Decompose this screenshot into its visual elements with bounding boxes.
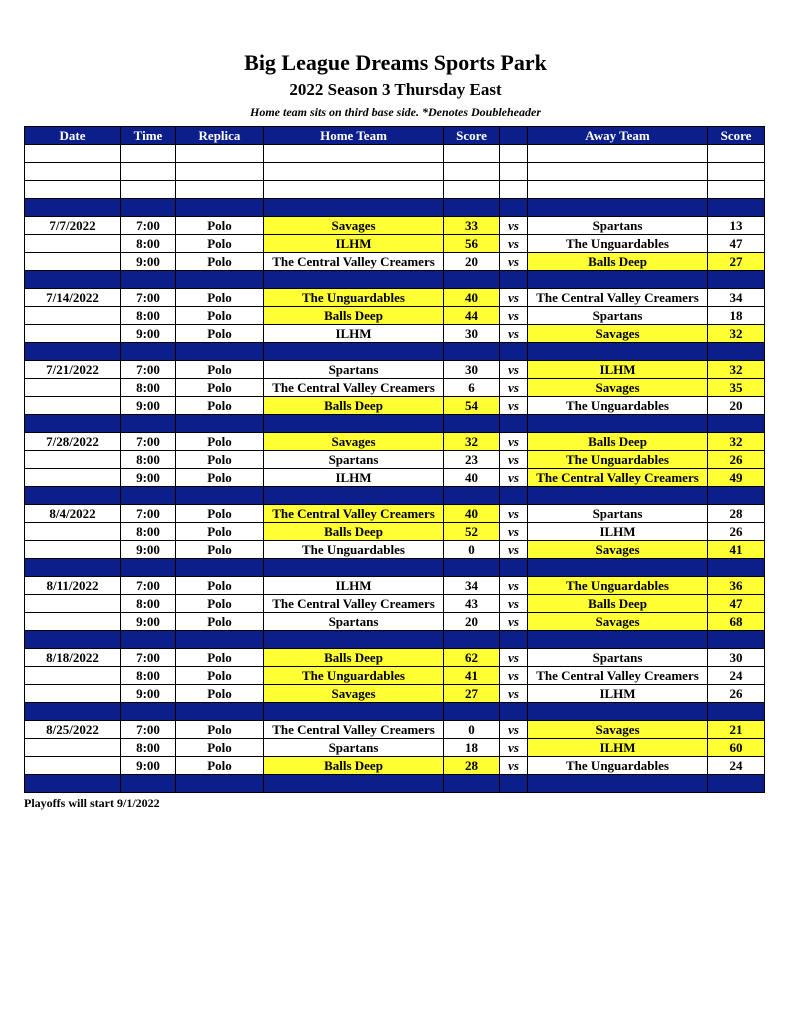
home-team: ILHM	[264, 577, 444, 595]
away-team: Spartans	[528, 649, 708, 667]
game-field: Polo	[176, 595, 264, 613]
game-date: 8/18/2022	[25, 649, 121, 667]
away-score: 47	[708, 595, 765, 613]
home-team: The Unguardables	[264, 289, 444, 307]
schedule-table	[24, 126, 765, 793]
away-team: Spartans	[528, 505, 708, 523]
away-score: 21	[708, 721, 765, 739]
home-team: The Central Valley Creamers	[264, 505, 444, 523]
away-team: The Central Valley Creamers	[528, 289, 708, 307]
col-header-home-score: Score	[444, 127, 500, 145]
game-time: 7:00	[121, 217, 176, 235]
vs-label: vs	[500, 469, 528, 487]
game-row	[25, 523, 765, 541]
away-team: Savages	[528, 325, 708, 343]
home-score: 41	[444, 667, 500, 685]
home-team: Balls Deep	[264, 649, 444, 667]
vs-label: vs	[500, 217, 528, 235]
game-row	[25, 505, 765, 523]
away-team: ILHM	[528, 685, 708, 703]
away-team: Spartans	[528, 217, 708, 235]
game-row	[25, 649, 765, 667]
game-field: Polo	[176, 433, 264, 451]
game-date: 7/14/2022	[25, 289, 121, 307]
game-field: Polo	[176, 523, 264, 541]
week-separator-row	[25, 271, 765, 289]
game-time: 9:00	[121, 469, 176, 487]
away-score: 26	[708, 523, 765, 541]
game-field: Polo	[176, 739, 264, 757]
game-field: Polo	[176, 577, 264, 595]
game-date: 8/25/2022	[25, 721, 121, 739]
game-date	[25, 253, 121, 271]
game-time: 8:00	[121, 739, 176, 757]
vs-label: vs	[500, 757, 528, 775]
game-date	[25, 685, 121, 703]
away-team: The Central Valley Creamers	[528, 469, 708, 487]
vs-label: vs	[500, 235, 528, 253]
away-score: 35	[708, 379, 765, 397]
game-time: 8:00	[121, 379, 176, 397]
away-score: 47	[708, 235, 765, 253]
game-date	[25, 235, 121, 253]
home-score: 56	[444, 235, 500, 253]
game-time: 7:00	[121, 577, 176, 595]
home-team: ILHM	[264, 235, 444, 253]
away-team: Savages	[528, 379, 708, 397]
away-score: 41	[708, 541, 765, 559]
game-time: 8:00	[121, 307, 176, 325]
away-score: 34	[708, 289, 765, 307]
home-score: 28	[444, 757, 500, 775]
game-row	[25, 235, 765, 253]
away-score: 32	[708, 325, 765, 343]
game-date	[25, 757, 121, 775]
home-score: 30	[444, 325, 500, 343]
away-score: 60	[708, 739, 765, 757]
week-separator-row	[25, 343, 765, 361]
vs-label: vs	[500, 379, 528, 397]
game-time: 9:00	[121, 325, 176, 343]
vs-label: vs	[500, 325, 528, 343]
game-time: 9:00	[121, 757, 176, 775]
away-team: The Unguardables	[528, 235, 708, 253]
blank-row	[25, 145, 765, 163]
week-separator-row	[25, 559, 765, 577]
table-header-row	[25, 127, 765, 145]
home-team: Savages	[264, 685, 444, 703]
game-time: 8:00	[121, 595, 176, 613]
away-team: Savages	[528, 721, 708, 739]
vs-label: vs	[500, 253, 528, 271]
game-time: 7:00	[121, 433, 176, 451]
game-field: Polo	[176, 235, 264, 253]
away-team: Savages	[528, 613, 708, 631]
vs-label: vs	[500, 289, 528, 307]
col-header-date: Date	[25, 127, 121, 145]
away-score: 36	[708, 577, 765, 595]
game-field: Polo	[176, 541, 264, 559]
blank-row	[25, 181, 765, 199]
game-time: 7:00	[121, 649, 176, 667]
game-row	[25, 307, 765, 325]
vs-label: vs	[500, 739, 528, 757]
game-date	[25, 469, 121, 487]
home-score: 32	[444, 433, 500, 451]
home-score: 44	[444, 307, 500, 325]
home-team: Savages	[264, 433, 444, 451]
home-team: Spartans	[264, 613, 444, 631]
home-team: ILHM	[264, 325, 444, 343]
home-team: Spartans	[264, 361, 444, 379]
away-score: 32	[708, 433, 765, 451]
week-separator-row	[25, 631, 765, 649]
away-team: ILHM	[528, 739, 708, 757]
away-team: Balls Deep	[528, 595, 708, 613]
home-score: 27	[444, 685, 500, 703]
game-time: 8:00	[121, 667, 176, 685]
away-score: 26	[708, 451, 765, 469]
col-header-vs	[500, 127, 528, 145]
game-field: Polo	[176, 451, 264, 469]
game-date: 8/11/2022	[25, 577, 121, 595]
home-team: The Central Valley Creamers	[264, 595, 444, 613]
game-row	[25, 739, 765, 757]
home-score: 52	[444, 523, 500, 541]
game-time: 8:00	[121, 235, 176, 253]
vs-label: vs	[500, 307, 528, 325]
game-row	[25, 217, 765, 235]
vs-label: vs	[500, 361, 528, 379]
home-score: 62	[444, 649, 500, 667]
game-row	[25, 325, 765, 343]
home-team: Spartans	[264, 739, 444, 757]
vs-label: vs	[500, 505, 528, 523]
away-score: 30	[708, 649, 765, 667]
away-team: The Unguardables	[528, 577, 708, 595]
game-row	[25, 595, 765, 613]
home-score: 54	[444, 397, 500, 415]
vs-label: vs	[500, 685, 528, 703]
game-row	[25, 721, 765, 739]
page-title: Big League Dreams Sports Park	[244, 50, 547, 75]
game-field: Polo	[176, 379, 264, 397]
home-team: Savages	[264, 217, 444, 235]
away-score: 20	[708, 397, 765, 415]
game-date: 7/21/2022	[25, 361, 121, 379]
game-date: 7/28/2022	[25, 433, 121, 451]
game-date	[25, 523, 121, 541]
game-row	[25, 685, 765, 703]
home-team: The Unguardables	[264, 541, 444, 559]
away-score: 26	[708, 685, 765, 703]
game-date	[25, 397, 121, 415]
game-row	[25, 379, 765, 397]
vs-label: vs	[500, 541, 528, 559]
home-score: 23	[444, 451, 500, 469]
home-team: Balls Deep	[264, 523, 444, 541]
game-field: Polo	[176, 505, 264, 523]
home-score: 40	[444, 469, 500, 487]
game-field: Polo	[176, 361, 264, 379]
vs-label: vs	[500, 667, 528, 685]
game-row	[25, 667, 765, 685]
away-score: 49	[708, 469, 765, 487]
away-team: The Unguardables	[528, 451, 708, 469]
home-score: 40	[444, 505, 500, 523]
game-date	[25, 667, 121, 685]
game-time: 7:00	[121, 721, 176, 739]
week-separator-row	[25, 199, 765, 217]
game-field: Polo	[176, 253, 264, 271]
vs-label: vs	[500, 523, 528, 541]
col-header-away-score: Score	[708, 127, 765, 145]
game-time: 9:00	[121, 613, 176, 631]
home-team: The Central Valley Creamers	[264, 721, 444, 739]
home-score: 0	[444, 721, 500, 739]
game-row	[25, 757, 765, 775]
game-date	[25, 379, 121, 397]
home-team: Balls Deep	[264, 757, 444, 775]
game-row	[25, 577, 765, 595]
week-separator-row	[25, 487, 765, 505]
week-separator-row	[25, 775, 765, 793]
away-team: Balls Deep	[528, 253, 708, 271]
away-score: 13	[708, 217, 765, 235]
game-time: 7:00	[121, 361, 176, 379]
home-team: Balls Deep	[264, 397, 444, 415]
home-score: 20	[444, 613, 500, 631]
game-time: 8:00	[121, 523, 176, 541]
game-time: 9:00	[121, 541, 176, 559]
game-field: Polo	[176, 289, 264, 307]
vs-label: vs	[500, 433, 528, 451]
game-date	[25, 451, 121, 469]
away-team: The Unguardables	[528, 397, 708, 415]
home-score: 18	[444, 739, 500, 757]
home-team: The Unguardables	[264, 667, 444, 685]
vs-label: vs	[500, 397, 528, 415]
game-row	[25, 613, 765, 631]
game-time: 7:00	[121, 289, 176, 307]
away-score: 18	[708, 307, 765, 325]
game-time: 8:00	[121, 451, 176, 469]
away-team: Spartans	[528, 307, 708, 325]
home-team: Balls Deep	[264, 307, 444, 325]
vs-label: vs	[500, 595, 528, 613]
away-score: 27	[708, 253, 765, 271]
game-row	[25, 289, 765, 307]
vs-label: vs	[500, 451, 528, 469]
game-time: 7:00	[121, 505, 176, 523]
home-score: 43	[444, 595, 500, 613]
vs-label: vs	[500, 721, 528, 739]
col-header-away-team: Away Team	[528, 127, 708, 145]
game-row	[25, 361, 765, 379]
game-field: Polo	[176, 685, 264, 703]
away-team: The Central Valley Creamers	[528, 667, 708, 685]
game-field: Polo	[176, 649, 264, 667]
away-team: ILHM	[528, 361, 708, 379]
home-score: 20	[444, 253, 500, 271]
game-row	[25, 397, 765, 415]
vs-label: vs	[500, 649, 528, 667]
home-team: The Central Valley Creamers	[264, 253, 444, 271]
game-row	[25, 433, 765, 451]
home-score: 0	[444, 541, 500, 559]
away-team: The Unguardables	[528, 757, 708, 775]
schedule-note: Home team sits on third base side. *Denotes Doubleheader	[250, 105, 541, 119]
game-field: Polo	[176, 757, 264, 775]
game-row	[25, 253, 765, 271]
home-team: The Central Valley Creamers	[264, 379, 444, 397]
vs-label: vs	[500, 613, 528, 631]
game-field: Polo	[176, 217, 264, 235]
game-field: Polo	[176, 397, 264, 415]
away-team: ILHM	[528, 523, 708, 541]
playoffs-note: Playoffs will start 9/1/2022	[24, 796, 160, 810]
game-date: 8/4/2022	[25, 505, 121, 523]
game-row	[25, 451, 765, 469]
blank-row	[25, 163, 765, 181]
home-score: 30	[444, 361, 500, 379]
game-date	[25, 595, 121, 613]
game-field: Polo	[176, 667, 264, 685]
game-date	[25, 541, 121, 559]
game-field: Polo	[176, 325, 264, 343]
home-score: 33	[444, 217, 500, 235]
home-team: ILHM	[264, 469, 444, 487]
away-score: 68	[708, 613, 765, 631]
game-field: Polo	[176, 307, 264, 325]
away-score: 24	[708, 667, 765, 685]
game-date	[25, 613, 121, 631]
game-date	[25, 325, 121, 343]
away-score: 24	[708, 757, 765, 775]
game-time: 9:00	[121, 685, 176, 703]
game-date	[25, 739, 121, 757]
game-date: 7/7/2022	[25, 217, 121, 235]
col-header-time: Time	[121, 127, 176, 145]
game-time: 9:00	[121, 253, 176, 271]
away-score: 32	[708, 361, 765, 379]
week-separator-row	[25, 415, 765, 433]
away-team: Savages	[528, 541, 708, 559]
home-team: Spartans	[264, 451, 444, 469]
home-score: 34	[444, 577, 500, 595]
home-score: 40	[444, 289, 500, 307]
away-team: Balls Deep	[528, 433, 708, 451]
game-field: Polo	[176, 721, 264, 739]
col-header-home-team: Home Team	[264, 127, 444, 145]
home-score: 6	[444, 379, 500, 397]
page-subtitle: 2022 Season 3 Thursday East	[289, 80, 502, 99]
game-time: 9:00	[121, 397, 176, 415]
game-field: Polo	[176, 613, 264, 631]
away-score: 28	[708, 505, 765, 523]
game-row	[25, 541, 765, 559]
game-row	[25, 469, 765, 487]
game-date	[25, 307, 121, 325]
col-header-replica: Replica	[176, 127, 264, 145]
game-field: Polo	[176, 469, 264, 487]
schedule-body	[25, 145, 765, 793]
vs-label: vs	[500, 577, 528, 595]
week-separator-row	[25, 703, 765, 721]
